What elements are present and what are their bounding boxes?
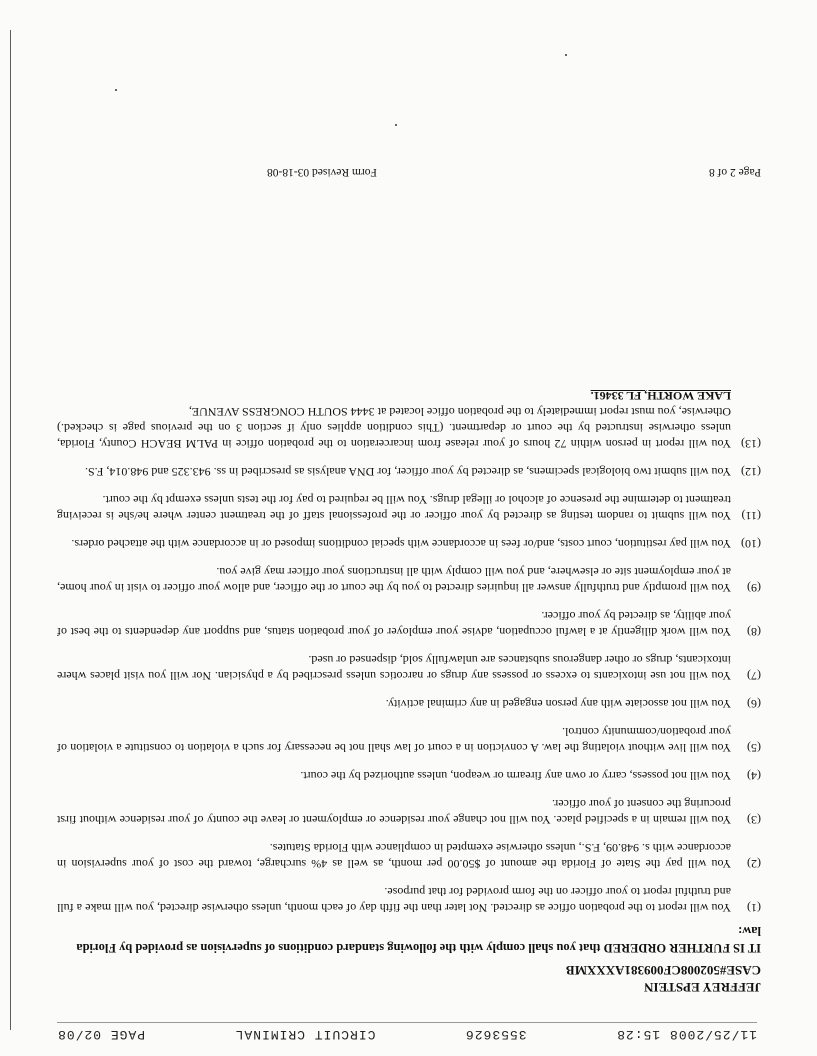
condition-number: (3) <box>747 813 761 827</box>
fax-header <box>57 1022 757 1042</box>
condition-text: You will submit to random testing as directed by your officer or the professional staff of the treatment center where he/she is receiving treatment to determine the presence of alcohol or illegal drugs. You will be required to pay for the tests unless exempt by the court. <box>57 493 731 523</box>
case-number: CASE#502008CF009381AXXXMB <box>566 963 761 978</box>
condition-number: (4) <box>747 769 761 783</box>
condition-item <box>57 564 761 596</box>
condition-item <box>57 388 761 452</box>
condition-text-block <box>57 388 731 452</box>
condition-number: (10) <box>741 537 761 551</box>
condition-item <box>57 464 761 480</box>
condition-number: (11) <box>741 509 761 523</box>
condition-item <box>57 796 761 828</box>
page-footer <box>57 166 761 178</box>
condition-text: You will pay the State of Florida the amount of $50.00 per month, as well as 4% surcharge, toward the cost of your supervision in accordance with s. 948.09, F.S., unless otherwise exempted in compliance with Florida Statutes. <box>57 841 731 871</box>
form-revision: Form Revised 03-18-08 <box>267 166 377 178</box>
condition-number: (8) <box>747 625 761 639</box>
scan-speck <box>115 89 117 91</box>
condition-text: You will pay restitution, court costs, and/or fees in accordance with special conditions imposed or in accordance with the attached orders. <box>71 537 731 551</box>
condition-item <box>57 608 761 640</box>
condition-text: You will not possess, carry or own any firearm or weapon, unless authorized by the court. <box>300 769 731 783</box>
condition-text: You will report in person within 72 hours of your release from incarceration to the probation office in PALM BEACH County, Florida, unless otherwise instructed by the court or department. (This condition applies only if section 3 on the previous page is checked.) Otherwise, you must report immediately to the probation office located at 3444 SOUTH CONGRESS AVENUE, <box>57 405 731 451</box>
fax-phone: 3553626 <box>465 1027 527 1042</box>
condition-text: You will submit two biological specimens, as directed by your officer, for DNA analysis as prescribed in ss. 943.325 and 948.014, F.S. <box>84 465 731 479</box>
condition-number: (7) <box>747 669 761 683</box>
condition-text: You will remain in a specified place. You will not change your residence or employment or leave the county of your residence without first procuring the consent of your officer. <box>57 797 731 827</box>
condition-item <box>57 696 761 712</box>
probation-office-address: LAKE WORTH, FL 33461. <box>590 389 731 403</box>
condition-text: You will not use intoxicants to excess or possess any drugs or narcotics unless prescribed by a physician. Nor will you visit places where intoxicants, drugs or other dangerous substances are unlawfully sold, dispensed or used. <box>57 653 731 683</box>
condition-item <box>57 652 761 684</box>
condition-number: (5) <box>747 741 761 755</box>
condition-number: (12) <box>741 465 761 479</box>
condition-item <box>57 840 761 872</box>
defendant-name: JEFFREY EPSTEIN <box>644 980 761 995</box>
condition-text: You will not associate with any person engaged in any criminal activity. <box>385 697 731 711</box>
conditions-list <box>57 376 761 916</box>
scan-speck <box>395 124 397 126</box>
condition-item <box>57 768 761 784</box>
condition-number: (1) <box>747 901 761 915</box>
case-block <box>566 962 761 996</box>
condition-item <box>57 884 761 916</box>
condition-number: (6) <box>747 697 761 711</box>
page-number: Page 2 of 8 <box>708 166 761 178</box>
condition-number: (13) <box>741 437 761 451</box>
condition-text: You will live without violating the law. A conviction in a court of law shall not be necessary for such a violation to constitute a violation of your probation/community control. <box>57 725 731 755</box>
condition-item <box>57 536 761 552</box>
fax-page: PAGE 02/08 <box>57 1027 146 1042</box>
scan-speck <box>565 54 567 56</box>
condition-item <box>57 724 761 756</box>
fax-datetime: 11/25/2008 15:28 <box>616 1027 757 1042</box>
condition-number: (9) <box>747 581 761 595</box>
fax-office: CIRCUIT CRIMINAL <box>234 1027 376 1042</box>
order-intro: IT IS FURTHER ORDERED that you shall comply with the following standard conditions of supervision as provided by Florida law: <box>76 924 761 955</box>
condition-text: You will promptly and truthfully answer all inquiries directed to you by the court or the officer, and allow your officer to visit in your home, at your employment site or elsewhere, and you will comply with all instructions your officer may give you. <box>57 565 731 595</box>
condition-item <box>57 492 761 524</box>
condition-number: (2) <box>747 857 761 871</box>
condition-text: You will report to the probation office as directed. Not later than the fifth day of each month, unless otherwise directed, you will make a full and truthful report to your officer on the form provided for that purpose. <box>57 885 731 915</box>
condition-text: You will work diligently at a lawful occupation, advise your employer of your probation status, and support any dependents to the best of your ability, as directed by your officer. <box>57 609 731 639</box>
